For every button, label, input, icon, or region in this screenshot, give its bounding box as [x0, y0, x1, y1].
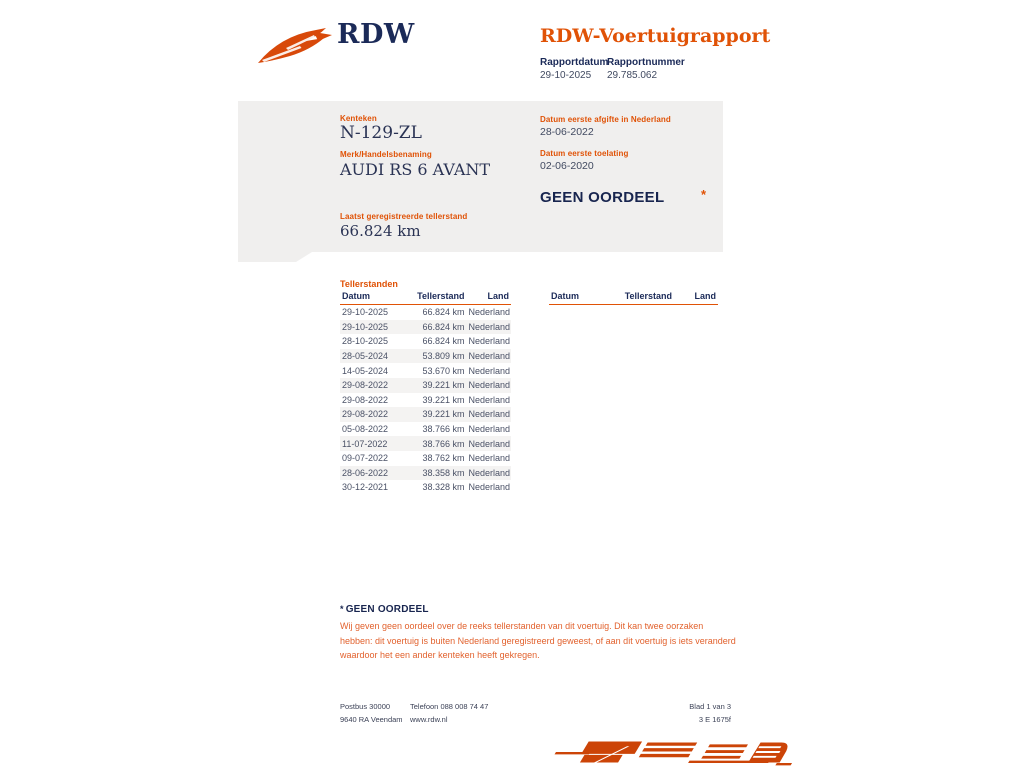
row-land: Nederland — [468, 351, 511, 362]
row-date: 14-05-2024 — [342, 365, 389, 376]
tellerstanden-section-title: Tellerstanden — [340, 279, 398, 289]
row-date: 11-07-2022 — [342, 438, 388, 449]
kenteken-label: Kenteken — [340, 114, 377, 123]
footer-address-line1: Postbus 30000 — [340, 702, 391, 711]
report-number-value: 29.785.062 — [607, 70, 658, 81]
row-land: Nederland — [468, 453, 511, 464]
footer-website: www.rdw.nl — [410, 715, 448, 724]
row-land: Nederland — [468, 482, 511, 493]
row-land: Nederland — [468, 380, 511, 391]
footer-phone: Telefoon 088 008 74 47 — [410, 702, 489, 711]
toelating-label: Datum eerste toelating — [540, 149, 629, 158]
report-date-value: 29-10-2025 — [540, 70, 592, 81]
row-km: 66.824 km — [422, 336, 465, 347]
row-land: Nederland — [468, 394, 511, 405]
table-row — [340, 422, 511, 437]
header-tellerstand: Tellerstand — [408, 289, 466, 305]
row-km: 66.824 km — [422, 321, 465, 332]
row-km: 53.670 km — [422, 365, 465, 376]
tellerstand-label: Laatst geregistreerde tellerstand — [340, 212, 468, 221]
header-datum: Datum — [549, 289, 617, 305]
row-land: Nederland — [468, 424, 511, 435]
footer-address-line2: 9640 RA Veendam — [340, 715, 403, 724]
row-date: 29-10-2025 — [342, 307, 389, 318]
report-title: RDW-Voertuigrapport — [540, 25, 771, 47]
row-km: 53.809 km — [422, 351, 465, 362]
row-date: 28-05-2024 — [342, 351, 389, 362]
row-km: 39.221 km — [422, 409, 465, 420]
table-row — [340, 305, 511, 320]
footer-contact — [410, 700, 488, 726]
row-land: Nederland — [468, 438, 511, 449]
table-row — [340, 320, 511, 335]
row-land: Nederland — [468, 467, 511, 478]
table-row — [340, 363, 511, 378]
row-date: 28-06-2022 — [342, 467, 389, 478]
verdict-asterisk: * — [701, 187, 707, 202]
row-km: 38.766 km — [422, 438, 465, 449]
toelating-value: 02-06-2020 — [540, 160, 594, 172]
table-row — [340, 436, 511, 451]
table-header-row — [340, 289, 511, 305]
footnote-text: Wij geven geen oordeel over de reeks tellerstanden van dit voertuig. Dit kan twee oorzaken hebben: dit voertuig is buiten Nederland geregistreerd geweest, of aan dit voertuig is iets veranderd waardoor het een ander kenteken heeft gekregen. — [340, 621, 736, 660]
report-number-label: Rapportnummer — [607, 57, 685, 68]
table-row — [340, 407, 511, 422]
footer-page-number: Blad 1 van 3 — [689, 702, 731, 711]
row-km: 66.824 km — [422, 307, 465, 318]
row-km: 38.762 km — [422, 453, 465, 464]
table-row — [340, 466, 511, 481]
row-km: 38.766 km — [422, 424, 465, 435]
row-land: Nederland — [468, 307, 511, 318]
row-date: 29-08-2022 — [342, 380, 389, 391]
row-date: 28-10-2025 — [342, 336, 389, 347]
header-land: Land — [467, 289, 511, 305]
rdw-wordmark: RDW — [337, 19, 415, 50]
table-row — [340, 349, 511, 364]
footer-pageinfo — [600, 700, 731, 726]
vehicle-summary-box-flap — [238, 252, 312, 262]
footnote-asterisk: * — [340, 604, 344, 614]
row-date: 29-08-2022 — [342, 409, 389, 420]
kenteken-value: N-129-ZL — [340, 123, 422, 143]
table-row — [340, 451, 511, 466]
table-row — [340, 480, 511, 495]
row-date: 29-10-2025 — [342, 321, 389, 332]
tellerstanden-table-2 — [549, 289, 718, 305]
footnote-title — [340, 604, 429, 615]
row-date: 29-08-2022 — [342, 394, 389, 405]
tellerstanden-tbody — [340, 305, 511, 495]
tellerstand-value: 66.824 km — [340, 222, 421, 240]
report-date-label: Rapportdatum — [540, 57, 609, 68]
header-datum: Datum — [340, 289, 408, 305]
row-date: 05-08-2022 — [342, 424, 389, 435]
row-land: Nederland — [468, 336, 511, 347]
row-km: 39.221 km — [422, 380, 465, 391]
row-km: 39.221 km — [422, 394, 465, 405]
merk-label: Merk/Handelsbenaming — [340, 150, 432, 159]
verdict-text: GEEN OORDEEL — [540, 189, 665, 206]
row-km: 38.328 km — [422, 482, 465, 493]
footnote-title-text: GEEN OORDEEL — [345, 604, 429, 615]
header-land: Land — [674, 289, 718, 305]
afgifte-label: Datum eerste afgifte in Nederland — [540, 115, 671, 124]
table-row — [340, 378, 511, 393]
tellerstanden-table — [340, 289, 511, 495]
footer-graphic — [545, 736, 793, 768]
rdw-bird-icon — [256, 22, 334, 70]
footer-address — [340, 700, 403, 726]
speed-stripes-icon — [545, 736, 793, 768]
row-land: Nederland — [468, 365, 511, 376]
row-date: 30-12-2021 — [342, 482, 389, 493]
row-land: Nederland — [468, 321, 511, 332]
row-km: 38.358 km — [422, 467, 465, 478]
table-row — [340, 334, 511, 349]
table-header-row — [549, 289, 718, 305]
header-tellerstand: Tellerstand — [617, 289, 674, 305]
row-land: Nederland — [468, 409, 511, 420]
row-date: 09-07-2022 — [342, 453, 389, 464]
footer-form-code: 3 E 1675f — [698, 715, 731, 724]
rdw-logo — [256, 22, 334, 70]
afgifte-value: 28-06-2022 — [540, 126, 594, 138]
table-row — [340, 393, 511, 408]
merk-value: AUDI RS 6 AVANT — [340, 160, 491, 179]
